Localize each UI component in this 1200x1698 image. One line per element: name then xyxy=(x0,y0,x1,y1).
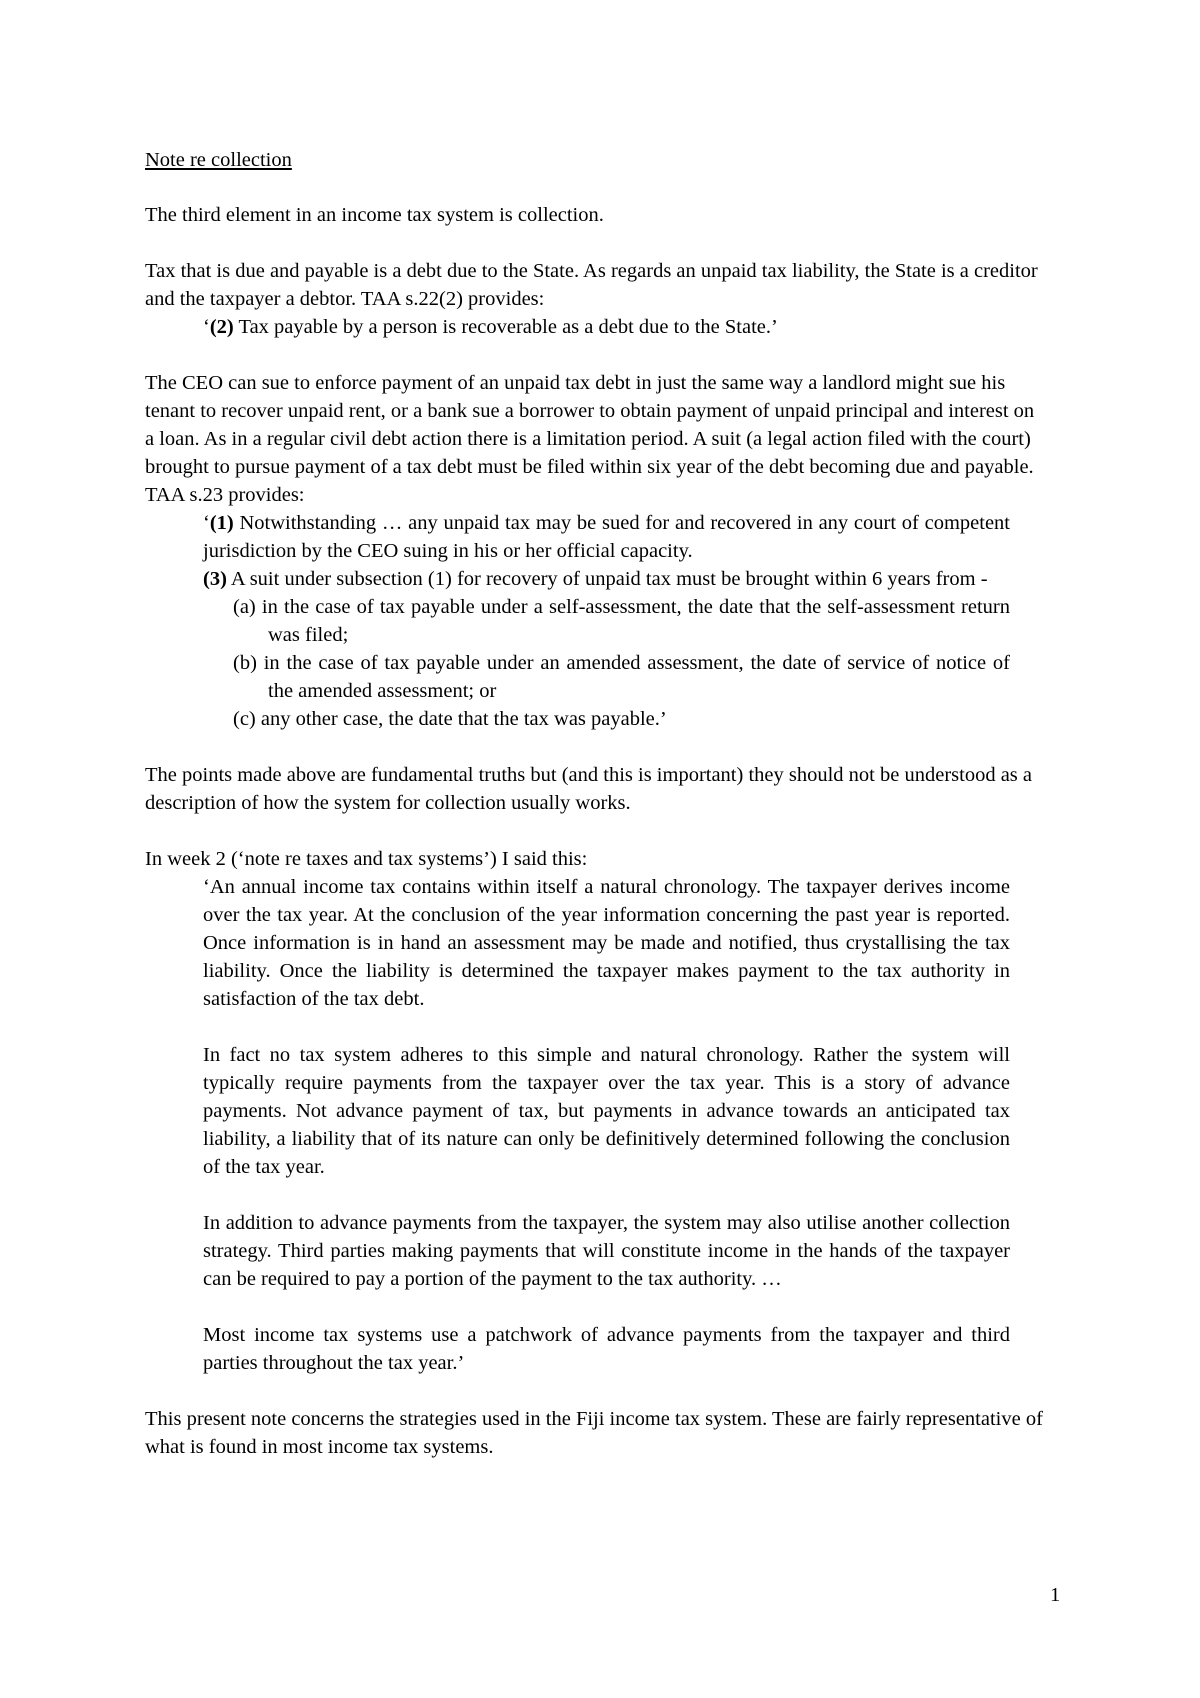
list-item-b: (b) in the case of tax payable under an amended assessment, the date of service of notice of the amended assessment; or xyxy=(233,652,1010,702)
quote-text: A suit under subsection (1) for recovery of unpaid tax must be brought within 6 years from - xyxy=(226,568,988,590)
subsection-number: (3) xyxy=(203,568,227,590)
quote-open-mark: ‘ xyxy=(203,316,210,338)
paragraph-fundamental-truths: The points made above are fundamental truths but (and this is important) they should not be understood as a description of how the system for collection usually works. xyxy=(145,764,1032,814)
list-item-a: (a) in the case of tax payable under a self-assessment, the date that the self-assessment return was filed; xyxy=(233,596,1010,646)
page-number: 1 xyxy=(1050,1584,1061,1606)
paragraph-week-2: In week 2 (‘note re taxes and tax systems’) I said this: xyxy=(145,848,588,870)
paragraph-intro: The third element in an income tax system is collection. xyxy=(145,204,604,226)
paragraph-present-note: This present note concerns the strategies used in the Fiji income tax system. These are fairly representative of what is found in most income tax systems. xyxy=(145,1408,1043,1458)
page-title: Note re collection xyxy=(145,149,292,171)
subsection-number: (1) xyxy=(209,512,234,534)
quote-s23-1 xyxy=(203,509,1010,565)
document-body xyxy=(145,146,1045,1461)
quote-text: Notwithstanding … any unpaid tax may be sued for and recovered in any court of competent jurisdiction by the CEO suing in his or her official capacity. xyxy=(203,512,1010,562)
list-item-c: (c) any other case, the date that the tax was payable.’ xyxy=(233,708,667,730)
quote-s23-3 xyxy=(203,565,1010,593)
quote-text: Tax payable by a person is recoverable as a debt due to the State.’ xyxy=(233,316,778,338)
paragraph-ceo-sue: The CEO can sue to enforce payment of an unpaid tax debt in just the same way a landlord might sue his tenant to recover unpaid rent, or a bank sue a borrower to obtain payment of unpaid principal and interest on a loan. As in a regular civil debt action there is a limitation period. A suit (a legal action filed with the court) brought to pursue payment of a tax debt must be filed within six year of the debt becoming due and payable. TAA s.23 provides: xyxy=(145,372,1035,506)
quote-paragraph-2: In fact no tax system adheres to this simple and natural chronology. Rather the system will typically require payments from the taxpayer over the tax year. This is a story of advance payments. Not advance payment of tax, but payments in advance towards an anticipated tax liability, a liability that of its nature can only be definitively determined following the conclusion of the tax year. xyxy=(203,1044,1010,1178)
quote-open-mark: ‘ xyxy=(203,512,210,534)
paragraph-debt-due: Tax that is due and payable is a debt due to the State. As regards an unpaid tax liability, the State is a creditor and the taxpayer a debtor. TAA s.22(2) provides: xyxy=(145,260,1038,310)
quote-paragraph-4: Most income tax systems use a patchwork of advance payments from the taxpayer and third parties throughout the tax year.’ xyxy=(203,1324,1010,1374)
quote-paragraph-1: ‘An annual income tax contains within itself a natural chronology. The taxpayer derives income over the tax year. At the conclusion of the year information concerning the past year is reported. Once information is in hand an assessment may be made and notified, thus crystallising the tax liability. Once the liability is determined the taxpayer makes payment to the tax authority in satisfaction of the tax debt. xyxy=(203,876,1010,1010)
quote-paragraph-3: In addition to advance payments from the taxpayer, the system may also utilise another collection strategy. Third parties making payments that will constitute income in the hands of the taxpayer can be required to pay a portion of the payment to the tax authority. … xyxy=(203,1212,1010,1290)
subsection-number: (2) xyxy=(209,316,234,338)
quote-s22 xyxy=(203,313,1045,341)
